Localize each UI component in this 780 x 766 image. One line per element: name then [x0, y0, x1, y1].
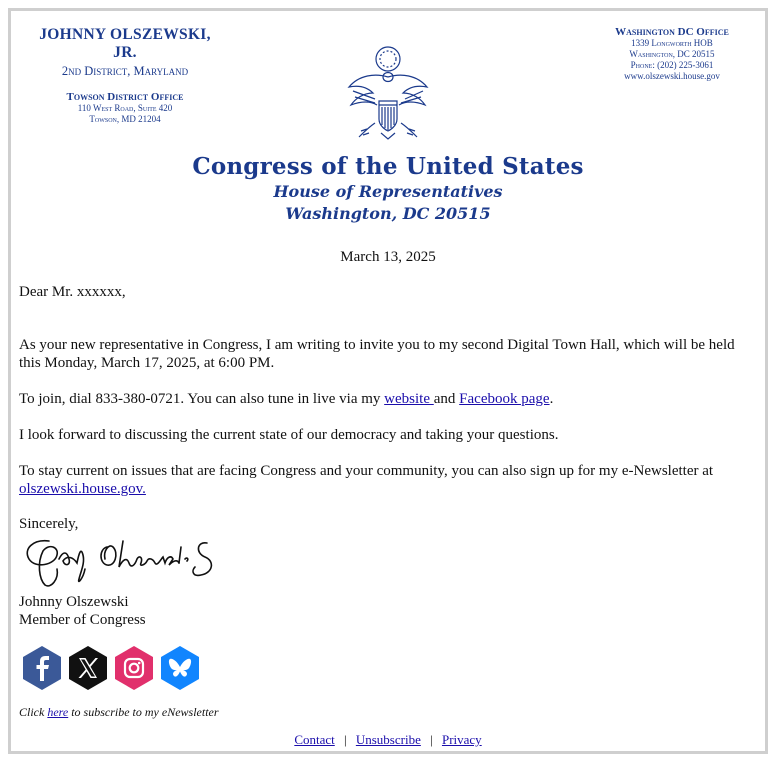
letter-date: March 13, 2025 — [340, 249, 436, 265]
footer-separator: | — [430, 732, 433, 747]
masthead-house: House of Representatives — [273, 182, 503, 201]
join-middle: and — [433, 391, 460, 407]
salutation: Dear Mr. xxxxxx, — [19, 284, 126, 300]
newsletter-site-link[interactable]: olszewski.house.gov. — [19, 481, 146, 497]
newsletter-text: To stay current on issues that are facing Congress and your community, you can also sign up for my e-Newsletter at — [19, 463, 714, 479]
privacy-link[interactable]: Privacy — [441, 732, 482, 747]
social-links — [21, 645, 201, 691]
subscribe-suffix: to subscribe to my eNewsletter — [68, 705, 219, 719]
facebook-page-link[interactable]: Facebook page — [459, 391, 550, 407]
instagram-icon[interactable] — [113, 645, 155, 691]
facebook-icon[interactable] — [21, 645, 63, 691]
district-office-address2: Towson, MD 21204 — [89, 114, 161, 124]
masthead-city: Washington, DC 20515 — [285, 204, 491, 223]
great-seal-eagle-icon — [345, 43, 431, 143]
dc-office-website: www.olszewski.house.gov — [624, 71, 720, 81]
website-link[interactable]: website — [384, 391, 434, 407]
signer-title: Member of Congress — [19, 612, 146, 628]
forward-paragraph: I look forward to discussing the current state of our democracy and taking your questions. — [19, 427, 559, 443]
invite-paragraph: As your new representative in Congress, I am writing to invite you to my second Digital Town Hall, which will be held this Monday, March 17, 2025, at 6:00 PM. — [19, 337, 735, 371]
footer-separator: | — [344, 732, 347, 747]
join-paragraph — [19, 390, 553, 408]
masthead-congress: Congress of the United States — [192, 153, 584, 180]
representative-name: JOHNNY OLSZEWSKI, JR. — [39, 26, 211, 61]
closing: Sincerely, — [19, 516, 79, 532]
contact-link[interactable]: Contact — [294, 732, 335, 747]
signer-block — [19, 593, 146, 629]
footer-links — [11, 732, 765, 748]
handwritten-signature — [19, 529, 219, 593]
join-suffix: . — [549, 391, 554, 407]
x-twitter-icon[interactable] — [67, 645, 109, 691]
dc-office-address1: 1339 Longworth HOB — [631, 38, 713, 48]
signer-name: Johnny Olszewski — [19, 594, 129, 610]
subscribe-here-link[interactable]: here — [47, 705, 69, 719]
district-office-block — [27, 26, 223, 125]
instagram-hexagon — [115, 646, 153, 690]
dc-office-address2: Washington, DC 20515 — [629, 49, 715, 59]
subscribe-line — [19, 705, 219, 720]
dc-office-title: Washington DC Office — [615, 26, 729, 38]
letter-frame — [8, 8, 768, 754]
subscribe-prefix: Click — [19, 705, 48, 719]
unsubscribe-link[interactable]: Unsubscribe — [355, 732, 421, 747]
join-prefix: To join, dial 833-380-0721. You can also tune in live via my — [19, 391, 385, 407]
dc-office-phone: Phone: (202) 225-3061 — [630, 60, 714, 70]
newsletter-paragraph — [19, 462, 759, 498]
representative-district: 2nd District, Maryland — [61, 64, 189, 78]
district-office-title: Towson District Office — [66, 91, 184, 103]
bluesky-icon[interactable] — [159, 645, 201, 691]
district-office-address1: 110 West Road, Suite 420 — [77, 103, 173, 113]
washington-office-block — [587, 26, 757, 82]
